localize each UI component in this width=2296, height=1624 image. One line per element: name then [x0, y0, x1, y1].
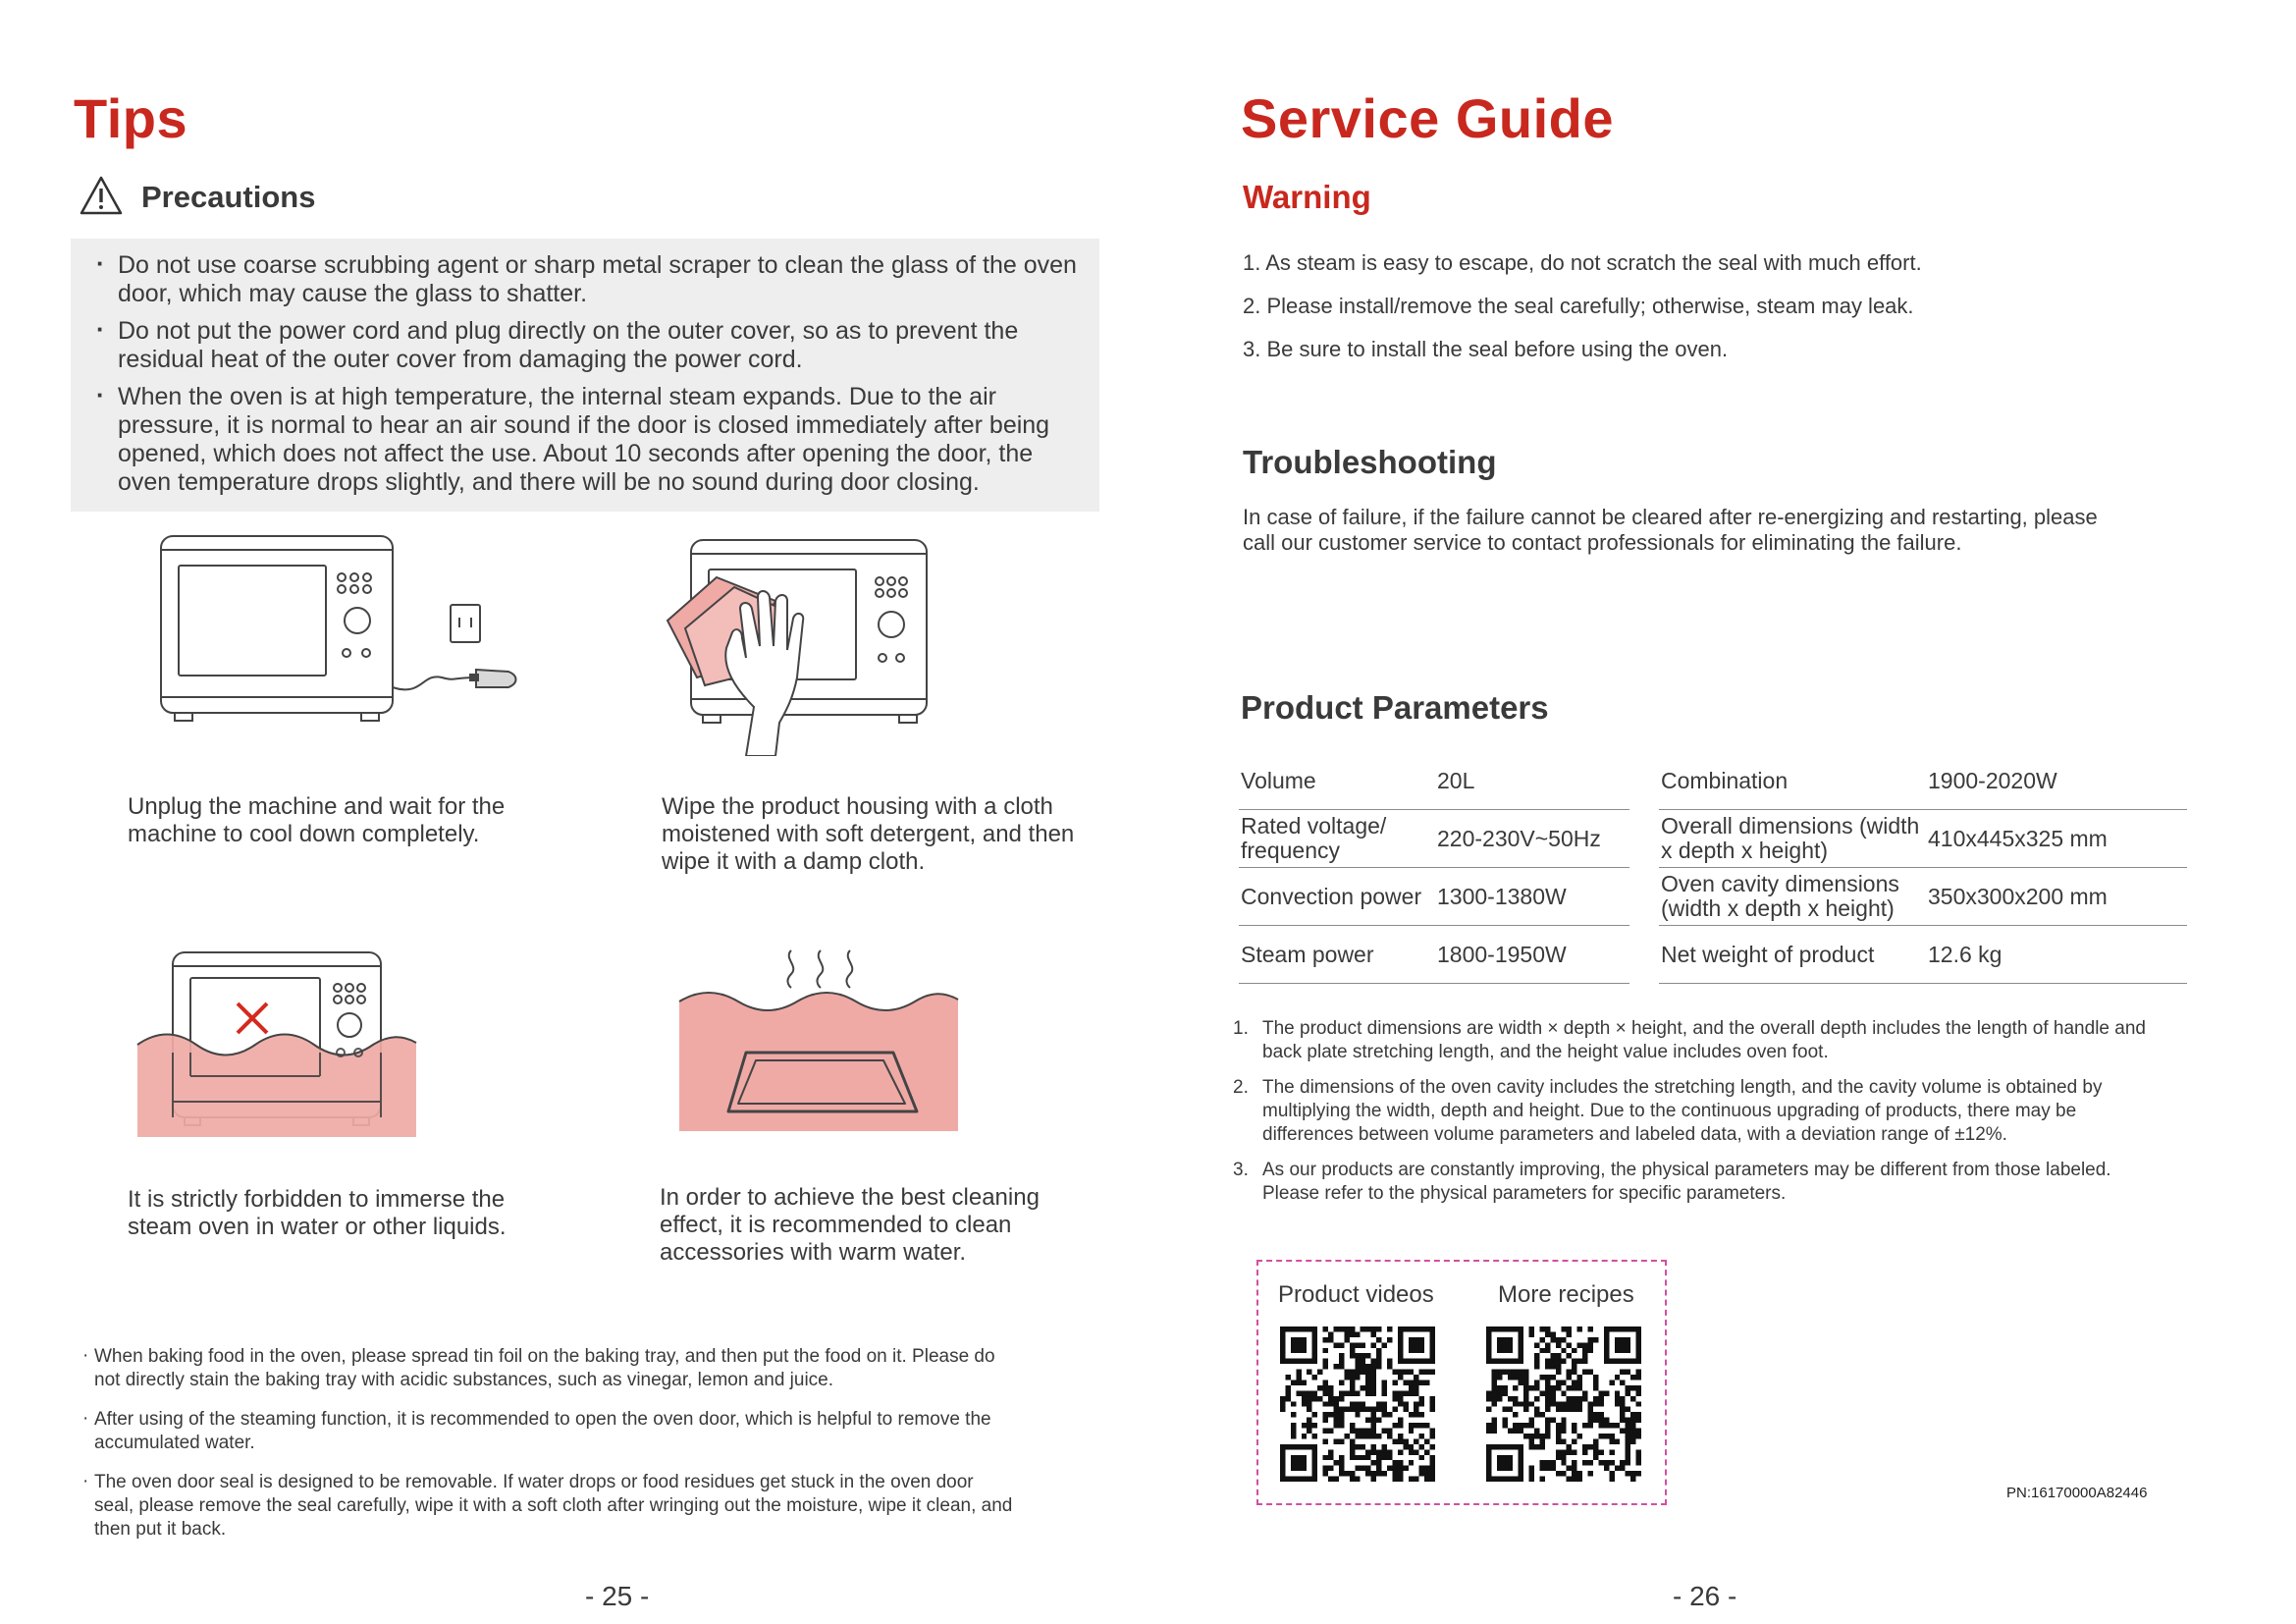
precautions-list — [71, 251, 1090, 497]
immerse-caption: It is strictly forbidden to immerse the steam oven in water or other liquids. — [128, 1186, 507, 1240]
param-value: 1300-1380W — [1435, 868, 1629, 926]
service-guide-title: Service Guide — [1241, 87, 1615, 149]
param-name: Steam power — [1239, 926, 1435, 984]
page-number-left: - 25 - — [585, 1581, 650, 1611]
param-value: 12.6 kg — [1926, 926, 2187, 984]
list-item — [1233, 1159, 2146, 1206]
param-name: Combination — [1659, 752, 1926, 810]
table-row — [1239, 752, 2187, 810]
param-name: Volume — [1239, 752, 1435, 810]
footnote-number: 2. — [1233, 1077, 1249, 1098]
table-row — [1239, 810, 2187, 868]
list-item: · Do not put the power cord and plug directly on the outer cover, so as to prevent the residual heat of the outer cover from damaging the power cord. — [71, 317, 1090, 374]
troubleshooting-text: In case of failure, if the failure cannot be cleared after re-energizing and restarting, please call our customer service to contact professionals for eliminating the failure. — [1243, 505, 2098, 555]
product-parameters-heading: Product Parameters — [1241, 689, 1549, 726]
qr-code-more-recipes[interactable] — [1486, 1326, 1641, 1482]
footnote-number: 1. — [1233, 1018, 1249, 1039]
page-number-right: - 26 - — [1673, 1581, 1737, 1611]
param-name: Rated voltage/ frequency — [1239, 810, 1435, 868]
immersed-oven-illustration — [135, 945, 420, 1141]
list-item: 1. As steam is easy to escape, do not scratch the seal with much effort. — [1243, 250, 1922, 275]
list-item: · Do not use coarse scrubbing agent or sharp metal scraper to clean the glass of the oven door, which may cause the glass to shatter. — [71, 251, 1090, 308]
care-notes-list — [82, 1345, 1015, 1557]
qr-code-box — [1256, 1260, 1667, 1505]
warning-heading: Warning — [1243, 179, 1371, 215]
footnote-text: As our products are constantly improving, the physical parameters may be different from those labeled. Please refer to the physical parameters for specific parameters. — [1262, 1160, 2111, 1204]
footnote-text: The dimensions of the oven cavity includes the stretching length, and the cavity volume is obtained by multiplying the width, depth and height. Due to the continuous upgrading of products, there may be differences between volume parameters and labeled data, with a deviation range of ±12%. — [1262, 1077, 2103, 1145]
param-value: 350x300x200 mm — [1926, 868, 2187, 926]
qr-label-more-recipes: More recipes — [1498, 1281, 1634, 1308]
warning-triangle-icon — [79, 175, 126, 218]
unplug-illustration — [157, 530, 550, 736]
tips-title: Tips — [74, 87, 188, 149]
table-row — [1239, 926, 2187, 984]
table-row — [1239, 868, 2187, 926]
list-item: · The oven door seal is designed to be removable. If water drops or food residues get stuck in the oven door seal, please remove the seal carefully, wipe it with a soft cloth after wringing out the moisture, wipe it clean, and then put it back. — [82, 1471, 1015, 1542]
parameter-footnotes — [1233, 1017, 2146, 1218]
param-value: 220-230V~50Hz — [1435, 810, 1629, 868]
unplug-caption: Unplug the machine and wait for the machine to cool down completely. — [128, 793, 506, 847]
param-name: Overall dimensions (width x depth x height) — [1659, 810, 1926, 868]
param-value: 20L — [1435, 752, 1629, 810]
param-value: 410x445x325 mm — [1926, 810, 2187, 868]
param-value: 1800-1950W — [1435, 926, 1629, 984]
part-number: PN:16170000A82446 — [2006, 1485, 2148, 1501]
list-item: · When baking food in the oven, please spread tin foil on the baking tray, and then put the food on it. Please do not directly stain the baking tray with acidic substances, such as vinegar, lemon and juice. — [82, 1345, 1015, 1392]
qr-code-product-videos[interactable] — [1280, 1326, 1435, 1482]
list-item: · When the oven is at high temperature, the internal steam expands. Due to the air pressure, it is normal to hear an air sound if the door is closed immediately after being opened, which does not affect the use. About 10 seconds after opening the door, the oven temperature drops slightly, and there will be no sound during door closing. — [71, 383, 1090, 497]
param-value: 1900-2020W — [1926, 752, 2187, 810]
parameters-table — [1239, 752, 2187, 984]
wipe-caption: Wipe the product housing with a cloth moistened with soft detergent, and then wipe it with a damp cloth. — [662, 793, 1075, 875]
list-item: 3. Be sure to install the seal before using the oven. — [1243, 337, 1729, 361]
qr-label-product-videos: Product videos — [1278, 1281, 1434, 1308]
tray-in-water-illustration — [677, 945, 962, 1141]
param-name: Convection power — [1239, 868, 1435, 926]
troubleshooting-heading: Troubleshooting — [1243, 444, 1497, 480]
warning-list — [1243, 249, 2224, 379]
footnote-text: The product dimensions are width × depth × height, and the overall depth includes the length of handle and back plate stretching length, and the height value includes oven foot. — [1262, 1018, 2146, 1062]
list-item — [1233, 1017, 2146, 1064]
wipe-illustration — [658, 530, 942, 756]
precautions-box — [71, 239, 1099, 512]
param-name: Oven cavity dimensions (width x depth x height) — [1659, 868, 1926, 926]
accessories-caption: In order to achieve the best cleaning effect, it is recommended to clean accessories with warm water. — [660, 1184, 1040, 1266]
footnote-number: 3. — [1233, 1160, 1249, 1180]
list-item: · After using of the steaming function, it is recommended to open the oven door, which is helpful to remove the accumulated water. — [82, 1408, 1015, 1455]
list-item: 2. Please install/remove the seal carefully; otherwise, steam may leak. — [1243, 294, 1914, 318]
precautions-heading: Precautions — [141, 180, 316, 214]
param-name: Net weight of product — [1659, 926, 1926, 984]
list-item — [1233, 1076, 2146, 1147]
